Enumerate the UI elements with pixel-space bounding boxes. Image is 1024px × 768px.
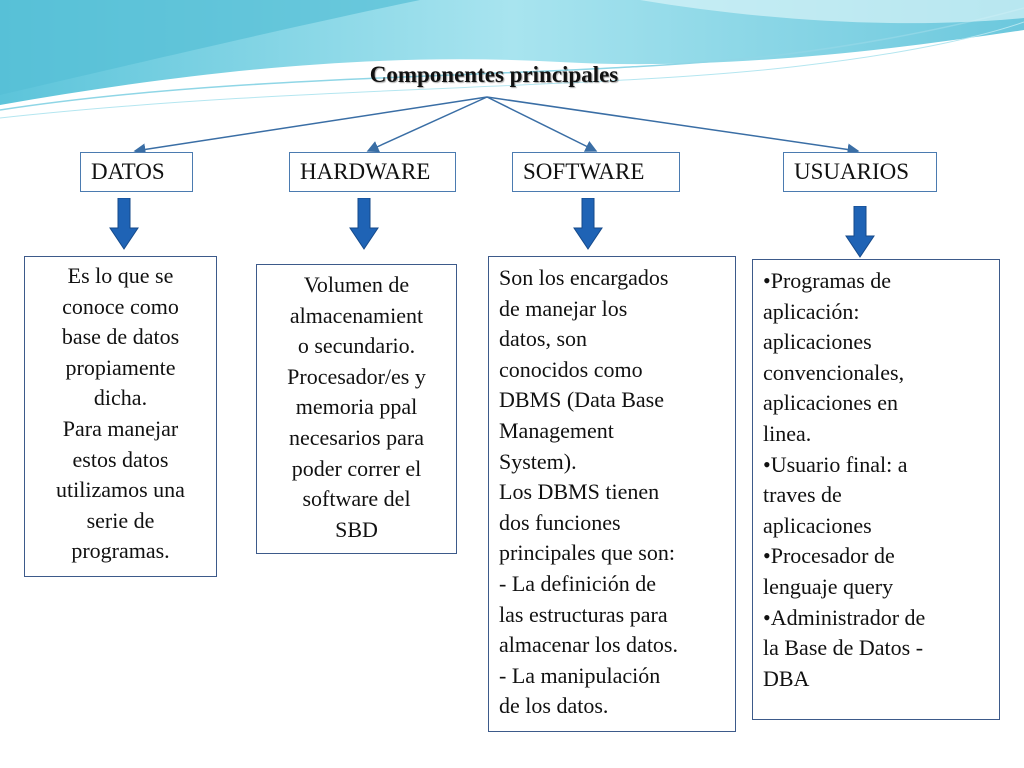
text-line: la Base de Datos -: [763, 635, 924, 661]
text-line: o secundario.: [297, 333, 416, 359]
text-line: programas.: [71, 538, 170, 564]
box-software: [488, 256, 736, 732]
text-line: datos, son: [499, 326, 587, 352]
text-line: linea.: [763, 420, 812, 446]
text-line: de los datos.: [499, 693, 609, 719]
header-usuarios: USUARIOS: [783, 152, 937, 192]
text-line: DBA: [763, 665, 810, 691]
text-line: utilizamos una: [56, 477, 185, 503]
text-line: almacenar los datos.: [499, 632, 678, 658]
text-line: DBMS (Data Base: [499, 387, 664, 413]
box-datos: [24, 256, 217, 577]
header-hardware: HARDWARE: [289, 152, 456, 192]
text-line: Son los encargados: [499, 265, 669, 290]
down-arrow-icon: [109, 198, 139, 250]
text-line: - La definición de: [499, 570, 656, 596]
down-arrow-icon: [349, 198, 379, 250]
text-line: traves de: [763, 482, 842, 508]
connector-datos: [135, 97, 487, 151]
text-line: las estructuras para: [499, 601, 668, 627]
header-datos: DATOS: [80, 152, 193, 192]
text-line: de manejar los: [499, 295, 628, 321]
text-line: aplicaciones en: [763, 390, 898, 416]
text-line: conocidos como: [499, 356, 643, 382]
text-line: Management: [499, 417, 614, 443]
text-line: Procesador/es y: [287, 363, 426, 389]
text-line: convencionales,: [763, 359, 905, 385]
text-line: dos funciones: [499, 509, 621, 535]
text-line: - La manipulación: [499, 662, 661, 688]
text-line: aplicaciones: [763, 512, 872, 538]
text-line: serie de: [86, 507, 155, 533]
text-line: •Administrador de: [763, 604, 926, 630]
text-line: conoce como: [62, 293, 179, 319]
down-arrow-icon: [573, 198, 603, 250]
text-line: dicha.: [93, 385, 148, 411]
text-line: base de datos: [61, 324, 180, 350]
text-line: aplicaciones: [763, 329, 872, 355]
connector-hardware: [368, 97, 487, 151]
down-arrow-icon: [845, 206, 875, 258]
text-line: •Procesador de: [763, 543, 895, 569]
text-line: Los DBMS tienen: [499, 479, 660, 505]
box-usuarios: [752, 259, 1000, 720]
text-line: estos datos: [72, 446, 169, 472]
text-line: System).: [499, 448, 577, 474]
text-line: software del: [302, 486, 411, 512]
text-line: aplicación:: [763, 298, 860, 324]
text-line: lenguaje query: [763, 573, 894, 599]
text-line: Es lo que se: [67, 263, 174, 288]
header-software: SOFTWARE: [512, 152, 680, 192]
text-line: necesarios para: [289, 424, 424, 450]
text-line: SBD: [335, 516, 378, 542]
text-line: propiamente: [65, 354, 176, 380]
text-line: poder correr el: [291, 455, 422, 481]
text-line: •Usuario final: a: [763, 451, 908, 477]
text-line: Para manejar: [62, 415, 179, 441]
text-line: Volumen de: [303, 272, 410, 297]
text-line: memoria ppal: [295, 394, 418, 420]
text-line: almacenamient: [289, 302, 424, 328]
box-hardware: [256, 264, 457, 554]
text-line: •Programas de: [763, 268, 892, 293]
text-line: principales que son:: [499, 540, 675, 566]
diagram-title: Componentes principales: [369, 62, 619, 87]
